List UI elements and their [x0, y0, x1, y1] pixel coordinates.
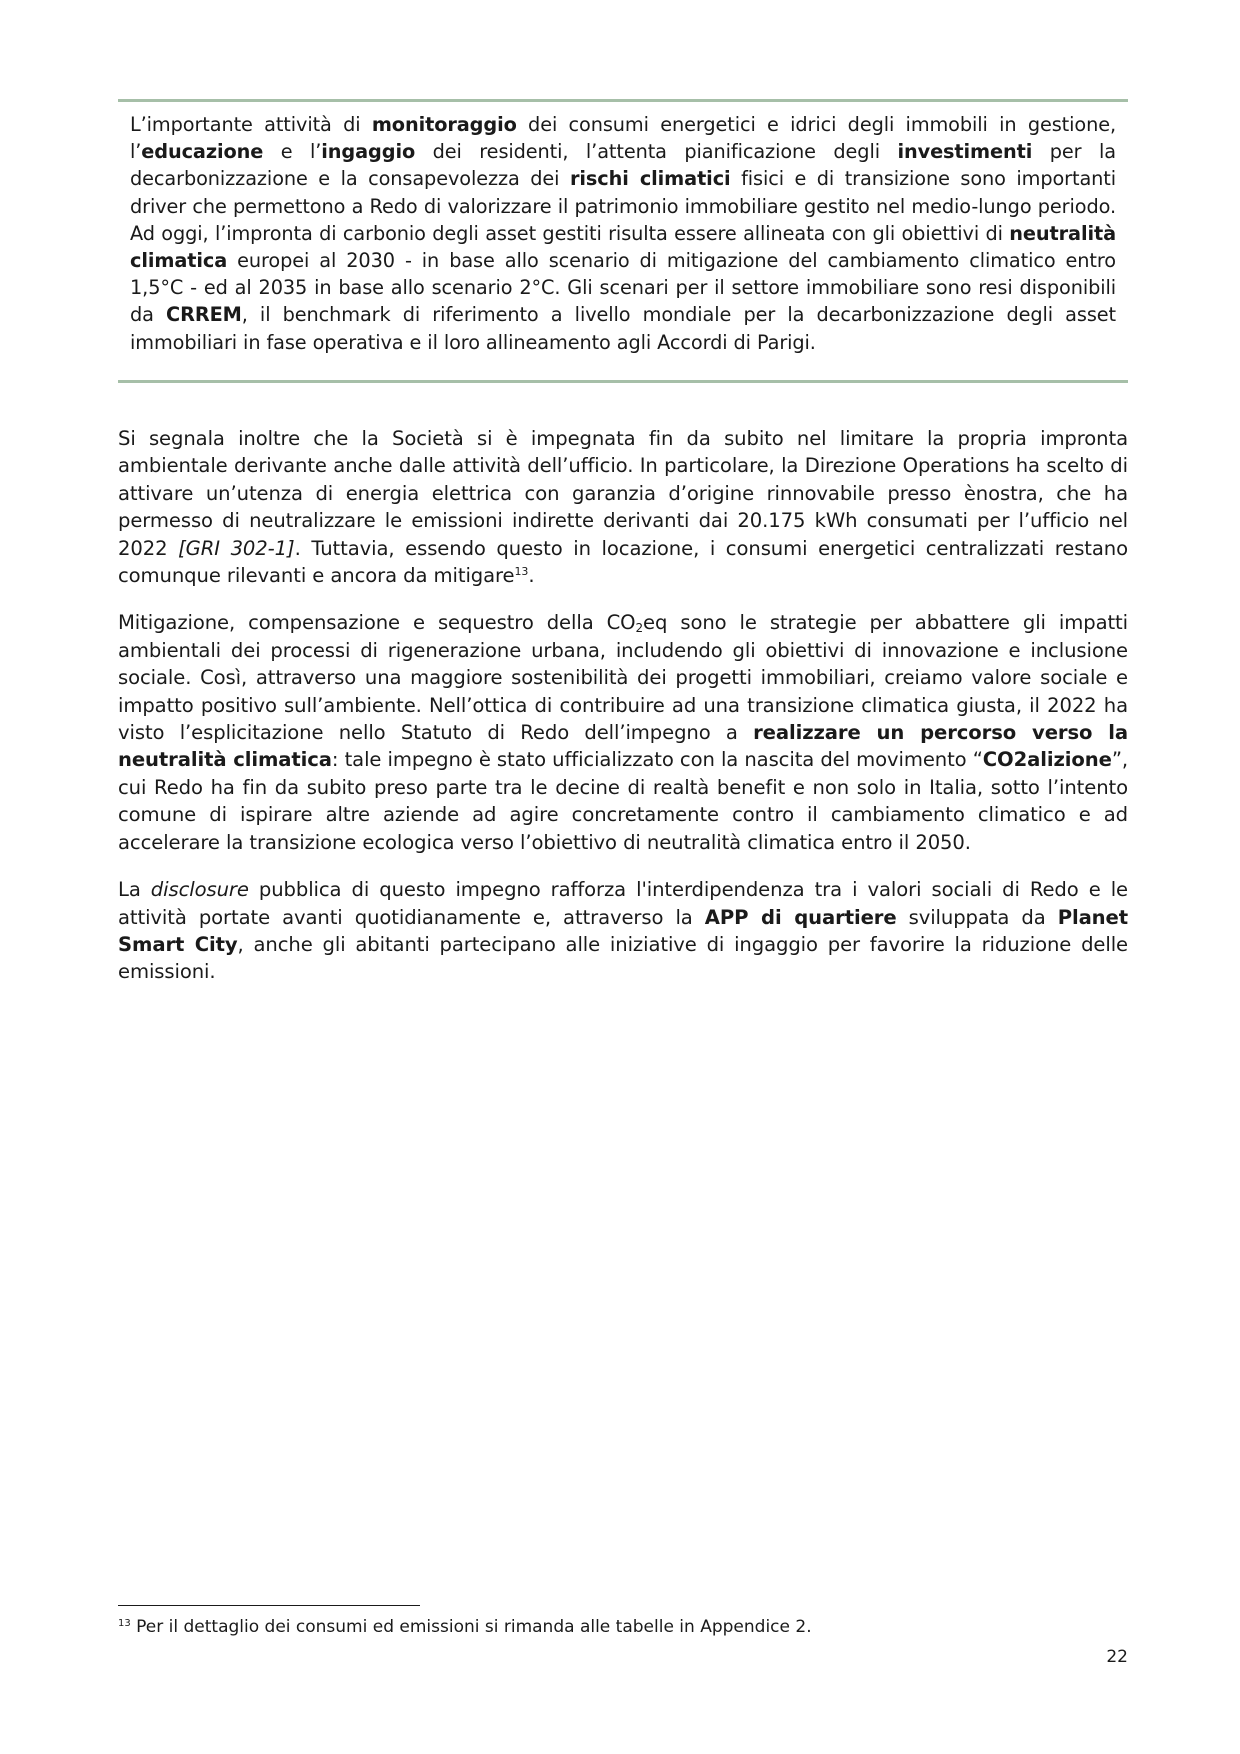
text-run: L’importante attività di [130, 113, 372, 136]
bold-term: rischi climatici [569, 167, 731, 191]
text-run: per la decarbonizzazione e la consapevolezza dei [130, 140, 1116, 191]
bold-term: realizzare un percorso verso la neutralità climatica [118, 721, 1128, 772]
highlight-box [118, 99, 1128, 383]
text-run: , anche gli abitanti partecipano alle iniziative di ingaggio per favorire la riduzione delle emissioni. [118, 932, 1128, 984]
paragraph-mitigation [118, 609, 1128, 856]
body-text [118, 425, 1128, 1006]
gri-reference: [GRI 302-1] [178, 536, 295, 560]
text-run: eq sono le strategie per abbattere gli impatti ambientali dei processi di rigenerazione urbana, includendo gli obiettivi di innovazione e inclusione sociale. Così, attraverso una maggiore sostenibilità dei progetti immobiliari, creiamo valore sociale e impatto positivo sull’ambiente. Nell’ottica di contribuire ad una transizione climatica giusta, il 2022 ha visto l’esplicitazione nello Statuto di Redo dell’impegno a [118, 611, 1128, 745]
document-page [118, 0, 1128, 1754]
footnote [118, 1616, 812, 1638]
bold-term: ingaggio [321, 140, 416, 164]
text-run: . Tuttavia, essendo questo in locazione, i consumi energetici centralizzati restano comunque rilevanti e ancora da mitigare [118, 536, 1129, 588]
text-run: Si segnala inoltre che la Società si è impegnata fin da subito nel limitare la propria impronta ambientale derivante anche dalle attività dell’ufficio. In particolare, la Direzione Operations ha scelto di attivare un’utenza di energia elettrica con garanzia d’origine rinnovabile presso ènostra, che ha permesso di neutralizzare le emissioni indirette derivanti dai 20.175 kWh consumati per l’ufficio nel 2022 [118, 427, 1128, 560]
highlight-paragraph [130, 111, 1116, 356]
text-run: europei al 2030 - in base allo scenario di mitigazione del cambiamento climatico entro 1,5°C - ed al 2035 in base allo scenario 2°C. Gli scenari per il settore immobiliare sono resi disponibili da [130, 249, 1116, 327]
text-run: sviluppata da [896, 905, 1058, 929]
text-run: pubblica di questo impegno rafforza l'interdipendenza tra i valori sociali di Redo e le attività portate avanti quotidianamente e, attraverso la [118, 878, 1128, 929]
text-run: dei residenti, l’attenta pianificazione degli [415, 140, 898, 164]
footnote-number: 13 [118, 1618, 131, 1629]
text-run: Mitigazione, compensazione e sequestro della CO [118, 611, 636, 635]
subscript: 2 [635, 621, 644, 636]
text-run: fisici e di transizione sono importanti driver che permettono a Redo di valorizzare il patrimonio immobiliare gestito nel medio-lungo periodo. Ad oggi, l’impronta di carbonio degli asset gestiti risulta essere allineata con gli obiettivi di [130, 167, 1117, 245]
bold-term: Planet Smart City [118, 905, 1128, 956]
page-number: 22 [1106, 1647, 1128, 1667]
text-run: , il benchmark di riferimento a livello mondiale per la decarbonizzazione degli asset immobiliari in fase operativa e il loro allineamento agli Accordi di Parigi. [130, 303, 1116, 354]
bold-term: neutralità climatica [130, 221, 1116, 273]
bold-term: educazione [141, 140, 264, 164]
footnote-marker[interactable]: 13 [514, 565, 529, 579]
text-run: dei consumi energetici e idrici degli immobili in gestione, l’ [130, 113, 1116, 164]
footnote-text: Per il dettaglio dei consumi ed emissioni si rimanda alle tabelle in Appendice 2. [130, 1617, 812, 1637]
bold-term: APP di quartiere [704, 905, 897, 929]
bold-term: CO2alizione [982, 748, 1112, 772]
paragraph-disclosure [118, 876, 1128, 986]
text-run: e l’ [263, 140, 322, 164]
bold-term: monitoraggio [371, 113, 517, 136]
footnote-divider [118, 1605, 420, 1606]
text-run: La [118, 878, 151, 902]
text-run: : tale impegno è stato ufficializzato con la nascita del movimento “ [331, 748, 983, 772]
text-run: ”, cui Redo ha fin da subito preso parte tra le decine di realtà benefit e non solo in Italia, sotto l’intento comune di ispirare altre aziende ad agire concretamente contro il cambiamento climatico e ad accelerare la transizione ecologica verso l’obiettivo di neutralità climatica entro il 2050. [118, 748, 1129, 854]
bold-term: investimenti [897, 140, 1033, 164]
italic-term: disclosure [150, 878, 249, 902]
paragraph-office-energy [118, 425, 1128, 589]
text-run: . [528, 564, 535, 588]
bold-term: CRREM [166, 303, 242, 327]
